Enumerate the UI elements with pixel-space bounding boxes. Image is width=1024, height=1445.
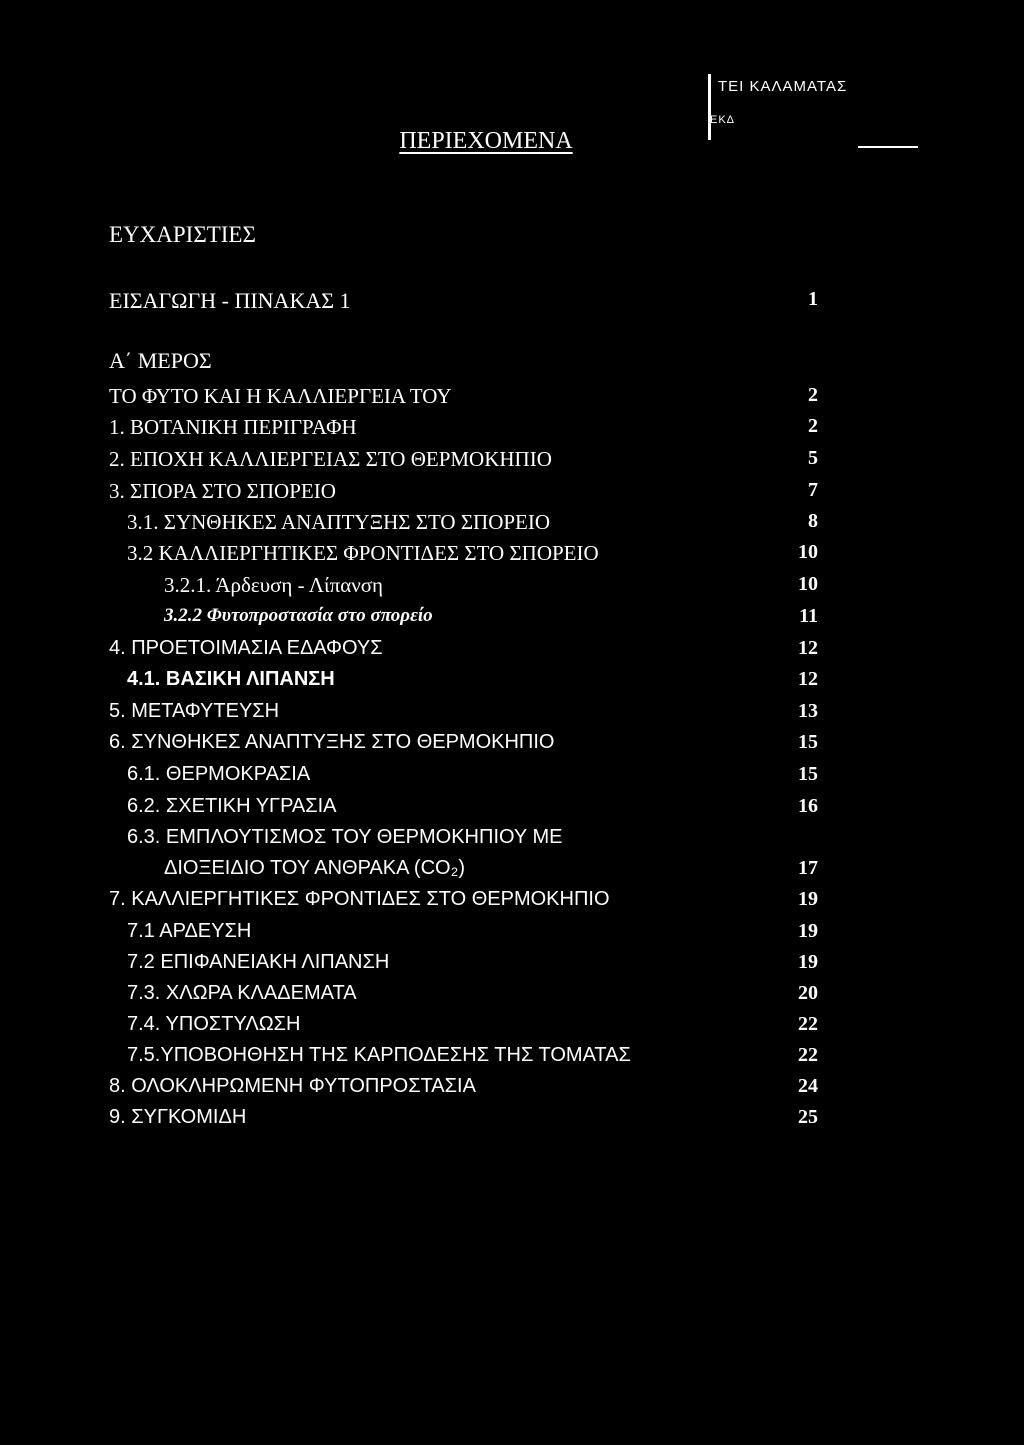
toc-entry-label: 7.5.ΥΠΟΒΟΗΘΗΣΗ ΤΗΣ ΚΑΡΠΟΔΕΣΗΣ ΤΗΣ ΤΟΜΑΤΑΣ xyxy=(127,1044,631,1066)
toc-entry xyxy=(0,826,1024,858)
toc-entry-label: 6.1. ΘΕΡΜΟΚΡΑΣΙΑ xyxy=(127,763,311,785)
toc-entry-label: 7.2 ΕΠΙΦΑΝΕΙΑΚΗ ΛΙΠΑΝΣΗ xyxy=(127,951,390,973)
toc-entry xyxy=(0,1013,1024,1045)
toc-entry xyxy=(0,288,1024,320)
toc-entry-label: 3.2 ΚΑΛΛΙΕΡΓΗΤΙΚΕΣ ΦΡΟΝΤΙΔΕΣ ΣΤΟ ΣΠΟΡΕΙΟ xyxy=(127,541,599,565)
toc-entry-page: 19 xyxy=(798,951,818,973)
toc-entry xyxy=(0,348,1024,380)
toc-entry-label: 8. ΟΛΟΚΛΗΡΩΜΕΝΗ ΦΥΤΟΠΡΟΣΤΑΣΙΑ xyxy=(109,1075,476,1097)
toc-entry-label: 3.1. ΣΥΝΘΗΚΕΣ ΑΝΑΠΤΥΞΗΣ ΣΤΟ ΣΠΟΡΕΙΟ xyxy=(127,510,551,534)
toc-entry xyxy=(0,668,1024,700)
toc-entry xyxy=(0,637,1024,669)
toc-entry-page: 5 xyxy=(808,447,818,469)
toc-entry-label: 4.1. ΒΑΣΙΚΗ ΛΙΠΑΝΣΗ xyxy=(127,668,335,690)
stamp-line1: ΤΕΙ ΚΑΛΑΜΑΤΑΣ xyxy=(718,78,848,95)
toc-entry-page: 13 xyxy=(798,700,818,722)
toc-entry-page: 19 xyxy=(798,888,818,910)
toc-entry-label: 6. ΣΥΝΘΗΚΕΣ ΑΝΑΠΤΥΞΗΣ ΣΤΟ ΘΕΡΜΟΚΗΠΙΟ xyxy=(109,731,555,753)
acknowledgements-heading: ΕΥΧΑΡΙΣΤΙΕΣ xyxy=(109,222,256,247)
toc-entry xyxy=(0,920,1024,952)
toc-entry-label: ΕΙΣΑΓΩΓΗ - ΠΙΝΑΚΑΣ 1 xyxy=(109,288,351,313)
toc-entry-page: 15 xyxy=(798,763,818,785)
toc-entry-page: 1 xyxy=(808,288,818,310)
toc-entry-label: 7.4. ΥΠΟΣΤΥΛΩΣΗ xyxy=(127,1013,301,1035)
toc-entry-page: 16 xyxy=(798,795,818,817)
toc-entry-label: 2. ΕΠΟΧΗ ΚΑΛΛΙΕΡΓΕΙΑΣ ΣΤΟ ΘΕΡΜΟΚΗΠΙΟ xyxy=(109,447,552,471)
toc-entry-label: 7. ΚΑΛΛΙΕΡΓΗΤΙΚΕΣ ΦΡΟΝΤΙΔΕΣ ΣΤΟ ΘΕΡΜΟΚΗΠΙΟ xyxy=(109,888,610,910)
toc-entry xyxy=(0,384,1024,416)
toc-entry-page: 2 xyxy=(808,415,818,437)
toc-entry-page: 24 xyxy=(798,1075,818,1097)
toc-entry xyxy=(0,951,1024,983)
toc-entry-label: 7.1 ΑΡΔΕΥΣΗ xyxy=(127,920,252,942)
toc-entry xyxy=(0,888,1024,920)
toc-entry-label: 1. ΒΟΤΑΝΙΚΗ ΠΕΡΙΓΡΑΦΗ xyxy=(109,415,357,439)
toc-entry xyxy=(0,541,1024,573)
toc-entry xyxy=(0,1106,1024,1138)
toc-entry-label: 5. ΜΕΤΑΦΥΤΕΥΣΗ xyxy=(109,700,280,722)
toc-entry-label: 3.2.2 Φυτοπροστασία στο σπορείο xyxy=(164,605,433,626)
toc-entry-page: 12 xyxy=(798,637,818,659)
toc-entry-page: 12 xyxy=(798,668,818,690)
toc-entry xyxy=(0,795,1024,827)
toc-entry-label: 7.3. ΧΛΩΡΑ ΚΛΑΔΕΜΑΤΑ xyxy=(127,982,357,1004)
toc-entry-page: 20 xyxy=(798,982,818,1004)
toc-entry-label: 4. ΠΡΟΕΤΟΙΜΑΣΙΑ ΕΔΑΦΟΥΣ xyxy=(109,637,383,659)
toc-entry-label: 9. ΣΥΓΚΟΜΙΔΗ xyxy=(109,1106,247,1128)
toc-entry xyxy=(0,447,1024,479)
toc-entry-label: 6.3. ΕΜΠΛΟΥΤΙΣΜΟΣ ΤΟΥ ΘΕΡΜΟΚΗΠΙΟΥ ΜΕ xyxy=(127,826,563,848)
toc-entry-label: Α΄ ΜΕΡΟΣ xyxy=(109,348,212,373)
toc-entry xyxy=(0,605,1024,637)
toc-entry xyxy=(0,479,1024,511)
toc-entry xyxy=(0,510,1024,542)
toc-entry-label: ΔΙΟΞΕΙΔΙΟ ΤΟΥ ΑΝΘΡΑΚΑ (CO₂) xyxy=(164,857,465,879)
toc-entry-page: 7 xyxy=(808,479,818,501)
toc-entry xyxy=(0,731,1024,763)
toc-entry xyxy=(0,1075,1024,1107)
toc-entry xyxy=(0,1044,1024,1076)
stamp-line2: ΕΚΔ xyxy=(710,114,736,126)
toc-entry-label: 3. ΣΠΟΡΑ ΣΤΟ ΣΠΟΡΕΙΟ xyxy=(109,479,336,503)
toc-entry-label: 3.2.1. Άρδευση - Λίπανση xyxy=(164,573,384,597)
toc-entry-page: 10 xyxy=(798,541,818,563)
toc-entry-page: 25 xyxy=(798,1106,818,1128)
toc-entry-page: 22 xyxy=(798,1044,818,1066)
toc-entry-page: 15 xyxy=(798,731,818,753)
toc-entry xyxy=(0,857,1024,889)
toc-entry-page: 2 xyxy=(808,384,818,406)
toc-entry-page: 10 xyxy=(798,573,818,595)
toc-entry-label: ΤΟ ΦΥΤΟ ΚΑΙ Η ΚΑΛΛΙΕΡΓΕΙΑ ΤΟΥ xyxy=(109,384,452,408)
toc-entry-page: 8 xyxy=(808,510,818,532)
toc-entry-page: 22 xyxy=(798,1013,818,1035)
toc-entry-label: 6.2. ΣΧΕΤΙΚΗ ΥΓΡΑΣΙΑ xyxy=(127,795,337,817)
toc-entry xyxy=(0,415,1024,447)
toc-entry-page: 19 xyxy=(798,920,818,942)
toc-entry xyxy=(0,982,1024,1014)
toc-entry-page: 17 xyxy=(798,857,818,879)
page-title: ΠΕΡΙΕΧΟΜΕΝΑ xyxy=(399,128,573,154)
toc-entry xyxy=(0,700,1024,732)
toc-entry-page: 11 xyxy=(799,605,818,627)
toc-entry xyxy=(0,573,1024,605)
toc-entry xyxy=(0,763,1024,795)
